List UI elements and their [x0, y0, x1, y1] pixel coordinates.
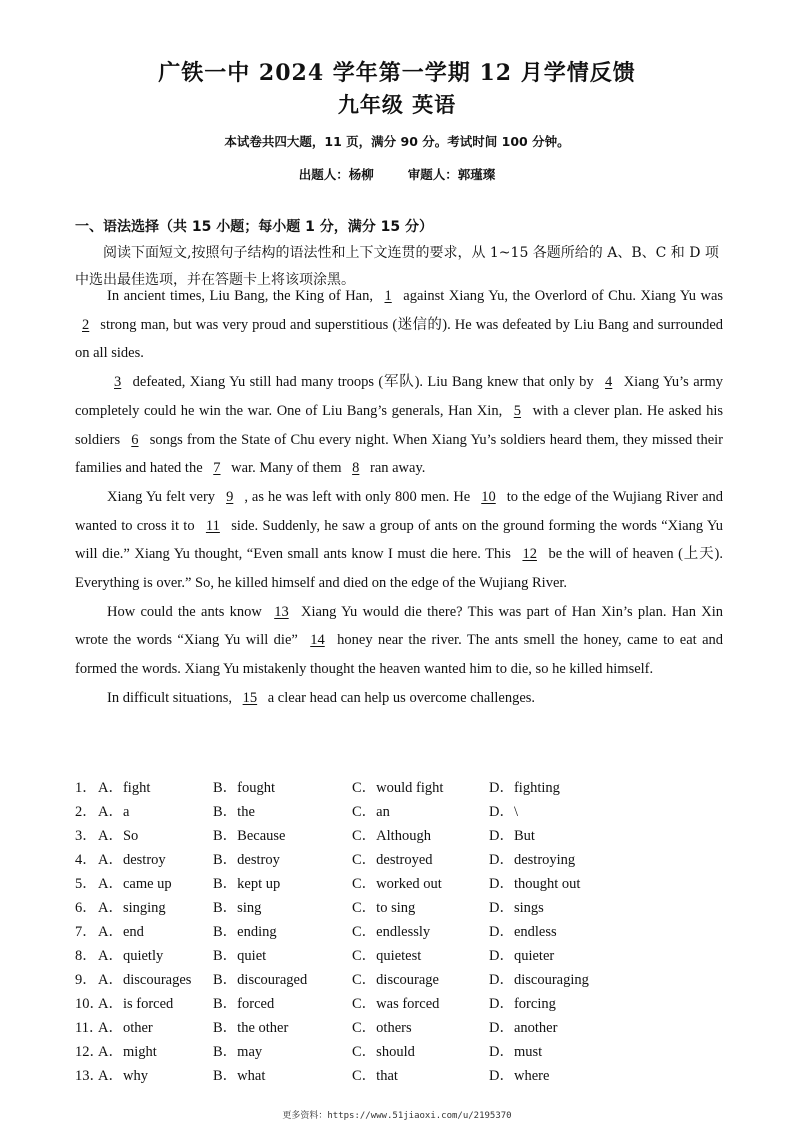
passage-text: How could the ants know — [107, 603, 262, 620]
option-row — [75, 1016, 735, 1040]
option-b: B．the other — [213, 1020, 289, 1036]
passage-text: with a clever plan. He asked his soldiers — [75, 402, 724, 448]
question-number: 7． — [75, 924, 97, 940]
option-b: B．sing — [213, 900, 262, 916]
exam-subtitle: 九年级 英语 — [337, 92, 457, 117]
answer-blank: 5 — [513, 402, 522, 419]
answer-blank: 4 — [605, 374, 613, 391]
option-c: C．an — [352, 804, 390, 820]
answer-blank: 8 — [352, 460, 360, 477]
answer-blank: 7 — [213, 460, 221, 477]
option-row — [75, 824, 735, 848]
question-number: 8． — [75, 948, 97, 964]
option-d: D．\ — [489, 804, 518, 820]
option-a: A．quietly — [98, 948, 164, 964]
option-c: C．Although — [352, 828, 431, 844]
option-c: C．was forced — [352, 996, 440, 1012]
exam-info: 本试卷共四大题，11 页，满分 90 分。考试时间 100 分钟。 — [224, 134, 570, 149]
answer-blank: 1 — [384, 288, 392, 304]
section-heading: 一、语法选择（共 15 小题；每小题 1 分，满分 15 分） — [75, 219, 433, 235]
question-number: 12． — [75, 1044, 104, 1060]
option-row — [75, 872, 735, 896]
passage-text: Xiang Yu’s army completely could he win the war. One of Liu Bang’s generals, Han Xin, — [75, 374, 723, 419]
passage-text: war. Many of them — [231, 460, 342, 477]
option-d: D．sings — [489, 900, 544, 916]
option-d: D．But — [489, 828, 535, 844]
option-d: D．fighting — [489, 780, 560, 796]
question-number: 10． — [75, 996, 104, 1012]
option-b: B．what — [213, 1068, 266, 1084]
question-number: 1． — [75, 780, 97, 796]
option-a: A．discourages — [98, 972, 192, 988]
option-c: C．to sing — [352, 900, 416, 916]
passage-text: strong man, but was very proud and superstitious (迷信的). He was defeated by Liu Bang and surrounded on all sides. — [75, 316, 724, 362]
option-c: C．endlessly — [352, 924, 431, 940]
answer-blank: 13 — [274, 603, 289, 620]
option-c: C．others — [352, 1020, 412, 1036]
option-c: C．quietest — [352, 948, 422, 964]
answer-options — [75, 776, 735, 1088]
question-number: 9． — [75, 972, 97, 988]
answer-blank: 10 — [481, 488, 496, 505]
option-b: B．quiet — [213, 948, 267, 964]
option-b: B．Because — [213, 828, 286, 844]
option-d: D．discouraging — [489, 972, 589, 988]
option-row — [75, 992, 735, 1016]
question-number: 5． — [75, 876, 97, 892]
passage-text: against Xiang Yu, the Overlord of Chu. Xiang Yu was — [403, 288, 724, 304]
option-row — [75, 1064, 735, 1088]
option-b: B．destroy — [213, 852, 280, 868]
reading-passage — [75, 282, 723, 713]
option-b: B．forced — [213, 996, 275, 1012]
option-row — [75, 1040, 735, 1064]
passage-paragraph — [75, 368, 723, 483]
option-d: D．endless — [489, 924, 557, 940]
question-number: 2． — [75, 804, 97, 820]
answer-blank: 14 — [310, 632, 325, 649]
passage-text: to the edge of the Wujiang River and wanted to cross it to — [75, 488, 724, 534]
passage-paragraph — [75, 282, 723, 368]
option-b: B．kept up — [213, 876, 281, 892]
answer-blank: 12 — [522, 546, 537, 563]
answer-blank: 3 — [114, 374, 122, 391]
option-d: D．destroying — [489, 852, 576, 868]
option-d: D．forcing — [489, 996, 556, 1012]
option-a: A．So — [98, 828, 139, 844]
option-c: C．that — [352, 1068, 398, 1084]
option-a: A．fight — [98, 780, 151, 796]
option-row — [75, 800, 735, 824]
passage-text: In ancient times, Liu Bang, the King of Han, — [107, 288, 373, 304]
passage-text: ran away. — [369, 460, 426, 477]
option-row — [75, 848, 735, 872]
setter-name: 出题人：杨柳 — [298, 167, 374, 182]
option-row — [75, 776, 735, 800]
option-d: D．thought out — [489, 876, 581, 892]
option-c: C．destroyed — [352, 852, 433, 868]
passage-paragraph — [75, 483, 723, 598]
option-b: B．may — [213, 1044, 263, 1060]
option-b: B．fought — [213, 780, 276, 796]
option-a: A．other — [98, 1020, 153, 1036]
passage-text: songs from the State of Chu every night. When Xiang Yu’s soldiers heard them, they missed their families and hated the — [75, 431, 724, 477]
passage-text: be the will of heaven (上天). Everything is over.” So, he killed himself and died on the edge of the Wujiang River. — [75, 546, 724, 592]
option-row — [75, 920, 735, 944]
passage-paragraph — [75, 684, 723, 713]
option-d: D．must — [489, 1044, 543, 1060]
option-a: A．a — [98, 804, 130, 820]
passage-text: In difficult situations, — [107, 689, 232, 706]
option-c: C．worked out — [352, 876, 442, 892]
passage-text: Xiang Yu felt very — [107, 488, 216, 505]
answer-blank: 15 — [242, 689, 258, 706]
option-b: B．ending — [213, 924, 277, 940]
option-d: D．where — [489, 1068, 550, 1084]
question-number: 6． — [75, 900, 97, 916]
option-a: A．singing — [98, 900, 166, 916]
answer-blank: 9 — [226, 488, 234, 505]
option-d: D．another — [489, 1020, 558, 1036]
exam-authors — [0, 165, 794, 183]
passage-text: Xiang Yu would die there? This was part of Han Xin’s plan. Han Xin wrote the words “Xiang Yu will die” — [75, 603, 723, 649]
footer-source: 更多资料：https://www.51jiaoxi.com/u/2195370 — [282, 1111, 512, 1121]
option-a: A．why — [98, 1068, 148, 1084]
answer-blank: 2 — [82, 316, 90, 333]
question-number: 13． — [75, 1068, 104, 1084]
option-c: C．should — [352, 1044, 415, 1060]
passage-text: honey near the river. The ants smell the honey, came to eat and formed the words. Xiang Yu mistakenly thought the heaven wanted him to die, so he killed himself. — [75, 632, 724, 678]
passage-paragraph — [75, 598, 723, 684]
option-a: A．destroy — [98, 852, 166, 868]
option-c: C．would fight — [352, 780, 444, 796]
passage-text: , as he was left with only 800 men. He — [244, 488, 471, 505]
option-c: C．discourage — [352, 972, 439, 988]
answer-blank: 11 — [205, 517, 220, 534]
passage-text: side. Suddenly, he saw a group of ants on the ground forming the words “Xiang Yu will die.” Xiang Yu thought, “Even small ants know I must die here. This — [75, 517, 724, 563]
option-row — [75, 944, 735, 968]
answer-blank: 6 — [131, 431, 139, 448]
option-b: B．discouraged — [213, 972, 308, 988]
passage-text: defeated, Xiang Yu still had many troops (军队). Liu Bang knew that only by — [132, 374, 594, 391]
exam-title: 广铁一中 2024 学年第一学期 12 月学情反馈 — [158, 60, 636, 86]
option-a: A．came up — [98, 876, 172, 892]
option-a: A．end — [98, 924, 144, 940]
question-number: 4． — [75, 852, 97, 868]
passage-text: a clear head can help us overcome challenges. — [267, 689, 536, 706]
option-b: B．the — [213, 804, 255, 820]
option-row — [75, 968, 735, 992]
section-instruction: 阅读下面短文,按照句子结构的语法性和上下文连贯的要求，从 1~15 各题所给的 A、B、C 和 D 项中选出最佳选项，并在答题卡上将该项涂黑。 — [75, 245, 719, 288]
option-a: A．is forced — [98, 996, 174, 1012]
option-a: A．might — [98, 1044, 157, 1060]
reviewer-name: 审题人：郭瑾璨 — [407, 167, 496, 182]
question-number: 11． — [75, 1020, 104, 1036]
option-d: D．quieter — [489, 948, 555, 964]
question-number: 3． — [75, 828, 97, 844]
option-row — [75, 896, 735, 920]
